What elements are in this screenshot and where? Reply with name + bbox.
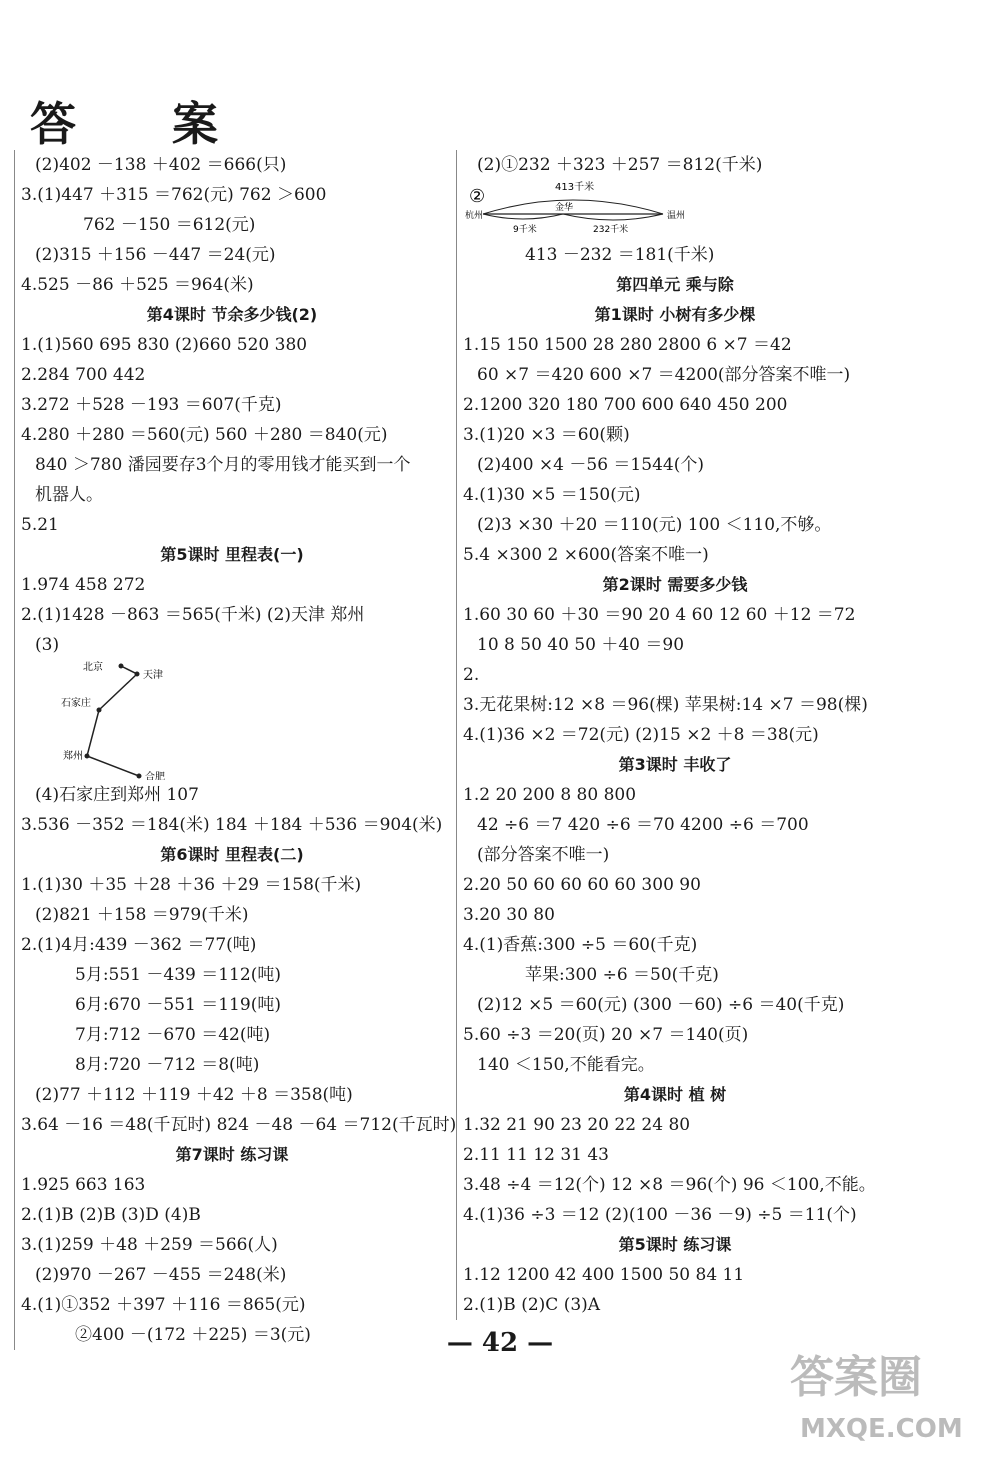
answer-line: 3.20 30 80 <box>463 905 555 925</box>
answer-line: 5月:551 －439 ＝112(吨) <box>75 965 281 985</box>
section-heading: 第6课时 里程表(二) <box>160 845 304 864</box>
answer-line: 2.11 11 12 31 43 <box>463 1145 609 1165</box>
answer-line: 762 －150 ＝612(元) <box>83 215 256 235</box>
answer-line: 1.12 1200 42 400 1500 50 84 11 <box>463 1265 745 1285</box>
answer-line: 1.15 150 1500 28 280 2800 6 ×7 ＝42 <box>463 335 792 355</box>
answer-line: (2)3 ×30 ＋20 ＝110(元) 100 ＜110,不够。 <box>477 515 832 535</box>
answer-line: 1.32 21 90 23 20 22 24 80 <box>463 1115 691 1135</box>
answer-line: 6月:670 －551 ＝119(吨) <box>75 995 281 1015</box>
answer-line: (4)石家庄到郑州 107 <box>35 785 199 805</box>
answer-line: 10 8 50 40 50 ＋40 ＝90 <box>477 635 685 655</box>
distance-diagram <box>463 180 723 240</box>
answer-line: 2.20 50 60 60 60 60 300 90 <box>463 875 701 895</box>
answer-line: 3.64 －16 ＝48(千瓦时) 824 －48 －64 ＝712(千瓦时) <box>21 1115 457 1135</box>
answer-line: 140 ＜150,不能看完。 <box>477 1055 655 1075</box>
watermark-bottom: MXQE.COM <box>800 1414 963 1444</box>
answer-line: 60 ×7 ＝420 600 ×7 ＝4200(部分答案不唯一) <box>477 365 851 385</box>
answer-line: 机器人。 <box>35 485 103 505</box>
section-heading: 第7课时 练习课 <box>175 1145 289 1164</box>
left-column <box>14 150 457 1350</box>
section-heading: 第3课时 丰收了 <box>618 755 732 774</box>
section-heading: 第1课时 小树有多少棵 <box>594 305 756 324</box>
answer-line: (2)77 ＋112 ＋119 ＋42 ＋8 ＝358(吨) <box>35 1085 353 1105</box>
city-a: 杭州 <box>465 211 484 221</box>
answer-line: 1.925 663 163 <box>21 1175 146 1195</box>
map-label-beijing: 北京 <box>83 662 103 673</box>
dist-d: 232千米 <box>593 225 629 235</box>
answer-line: 4.(1)①352 ＋397 ＋116 ＝865(元) <box>21 1295 306 1315</box>
answer-line: 3.536 －352 ＝184(米) 184 ＋184 ＋536 ＝904(米) <box>21 815 443 835</box>
page-title: 答 案 <box>30 97 259 151</box>
answer-line: (2)402 －138 ＋402 ＝666(只) <box>35 155 287 175</box>
answer-line: 4.(1)30 ×5 ＝150(元) <box>463 485 641 505</box>
answer-line: 1.(1)560 695 830 (2)660 520 380 <box>21 335 308 355</box>
answer-line: 4.525 －86 ＋525 ＝964(米) <box>21 275 254 295</box>
right-column <box>456 150 887 1320</box>
section-heading: 第5课时 里程表(一) <box>160 545 304 564</box>
answer-line: (2)970 －267 －455 ＝248(米) <box>35 1265 287 1285</box>
answer-line: 4.(1)香蕉:300 ÷5 ＝60(千克) <box>463 935 698 955</box>
answer-line: (2)821 ＋158 ＝979(千米) <box>35 905 249 925</box>
figure-line <box>15 660 443 780</box>
answer-line: 1.974 458 272 <box>21 575 146 595</box>
answer-line: 3.272 ＋528 －193 ＝607(千克) <box>21 395 282 415</box>
answer-line: 3.(1)447 ＋315 ＝762(元) 762 ＞600 <box>21 185 327 205</box>
section-heading: 第4课时 节余多少钱(2) <box>146 305 318 324</box>
watermark-logo <box>780 1332 980 1452</box>
circle-two-label: ② <box>469 186 486 207</box>
answer-line: 1.(1)30 ＋35 ＋28 ＋36 ＋29 ＝158(千米) <box>21 875 362 895</box>
figure-line <box>457 180 887 240</box>
answer-line: (2)12 ×5 ＝60(元) (300 －60) ÷6 ＝40(千克) <box>477 995 845 1015</box>
answer-line: 2.1200 320 180 700 600 640 450 200 <box>463 395 788 415</box>
answer-line: (2)315 ＋156 －447 ＝24(元) <box>35 245 276 265</box>
answer-line: 1.60 30 60 ＋30 ＝90 20 4 60 12 60 ＋12 ＝72 <box>463 605 856 625</box>
answer-line: 5.4 ×300 2 ×600(答案不唯一) <box>463 545 709 565</box>
answer-line: 3.48 ÷4 ＝12(个) 12 ×8 ＝96(个) 96 ＜100,不能。 <box>463 1175 876 1195</box>
section-heading: 第5课时 练习课 <box>618 1235 732 1254</box>
map-label-hefei: 合肥 <box>145 772 165 780</box>
answer-line: 5.21 <box>21 515 59 535</box>
answer-line: 5.60 ÷3 ＝20(页) 20 ×7 ＝140(页) <box>463 1025 749 1045</box>
answer-line: 3.无花果树:12 ×8 ＝96(棵) 苹果树:14 ×7 ＝98(棵) <box>463 695 868 715</box>
answer-line: 2.284 700 442 <box>21 365 146 385</box>
answer-line: 4.280 ＋280 ＝560(元) 560 ＋280 ＝840(元) <box>21 425 388 445</box>
answer-line: (2)400 ×4 －56 ＝1544(个) <box>477 455 704 475</box>
dist-b: 9千米 <box>513 225 537 235</box>
dist-top: 413千米 <box>555 182 595 193</box>
page-number: — 42 — <box>446 1328 554 1358</box>
map-label-tianjin: 天津 <box>143 670 163 681</box>
answer-line: 4.(1)36 ÷3 ＝12 (2)(100 －36 －9) ÷5 ＝11(个) <box>463 1205 857 1225</box>
answer-line: 2. <box>463 665 480 685</box>
answer-line: 苹果:300 ÷6 ＝50(千克) <box>525 965 719 985</box>
watermark-top: 答案圈 <box>790 1352 922 1403</box>
answer-line: 4.(1)36 ×2 ＝72(元) (2)15 ×2 ＋8 ＝38(元) <box>463 725 819 745</box>
section-heading: 第4课时 植 树 <box>623 1085 727 1104</box>
answer-line: 840 ＞780 潘园要存3个月的零用钱才能买到一个 <box>35 455 411 475</box>
answer-line: (部分答案不唯一) <box>477 845 610 865</box>
map-label-zhengzhou: 郑州 <box>63 751 83 762</box>
answer-line: (2)①232 ＋323 ＋257 ＝812(千米) <box>477 155 763 175</box>
answer-line: 3.(1)20 ×3 ＝60(颗) <box>463 425 630 445</box>
map-label-shijiazhuang: 石家庄 <box>61 698 91 709</box>
answer-line: 413 －232 ＝181(千米) <box>525 245 715 265</box>
city-e: 温州 <box>667 211 686 221</box>
section-heading: 第2课时 需要多少钱 <box>602 575 748 594</box>
answer-line: ②400 －(172 ＋225) ＝3(元) <box>75 1325 311 1345</box>
answer-line: 2.(1)B (2)C (3)A <box>463 1295 601 1315</box>
answer-line: 7月:712 －670 ＝42(吨) <box>75 1025 271 1045</box>
city-c: 金华 <box>555 203 574 213</box>
answer-line: 42 ÷6 ＝7 420 ÷6 ＝70 4200 ÷6 ＝700 <box>477 815 809 835</box>
answer-line: 8月:720 －712 ＝8(吨) <box>75 1055 260 1075</box>
answer-line: 2.(1)1428 －863 ＝565(千米) (2)天津 郑州 <box>21 605 365 625</box>
section-heading: 第四单元 乘与除 <box>616 275 734 294</box>
answer-line: (3) <box>35 635 60 655</box>
answer-line: 2.(1)4月:439 －362 ＝77(吨) <box>21 935 257 955</box>
answer-line: 1.2 20 200 8 80 800 <box>463 785 637 805</box>
answer-line: 2.(1)B (2)B (3)D (4)B <box>21 1205 201 1225</box>
answer-line: 3.(1)259 ＋48 ＋259 ＝566(人) <box>21 1235 278 1255</box>
route-map-figure <box>21 660 221 780</box>
